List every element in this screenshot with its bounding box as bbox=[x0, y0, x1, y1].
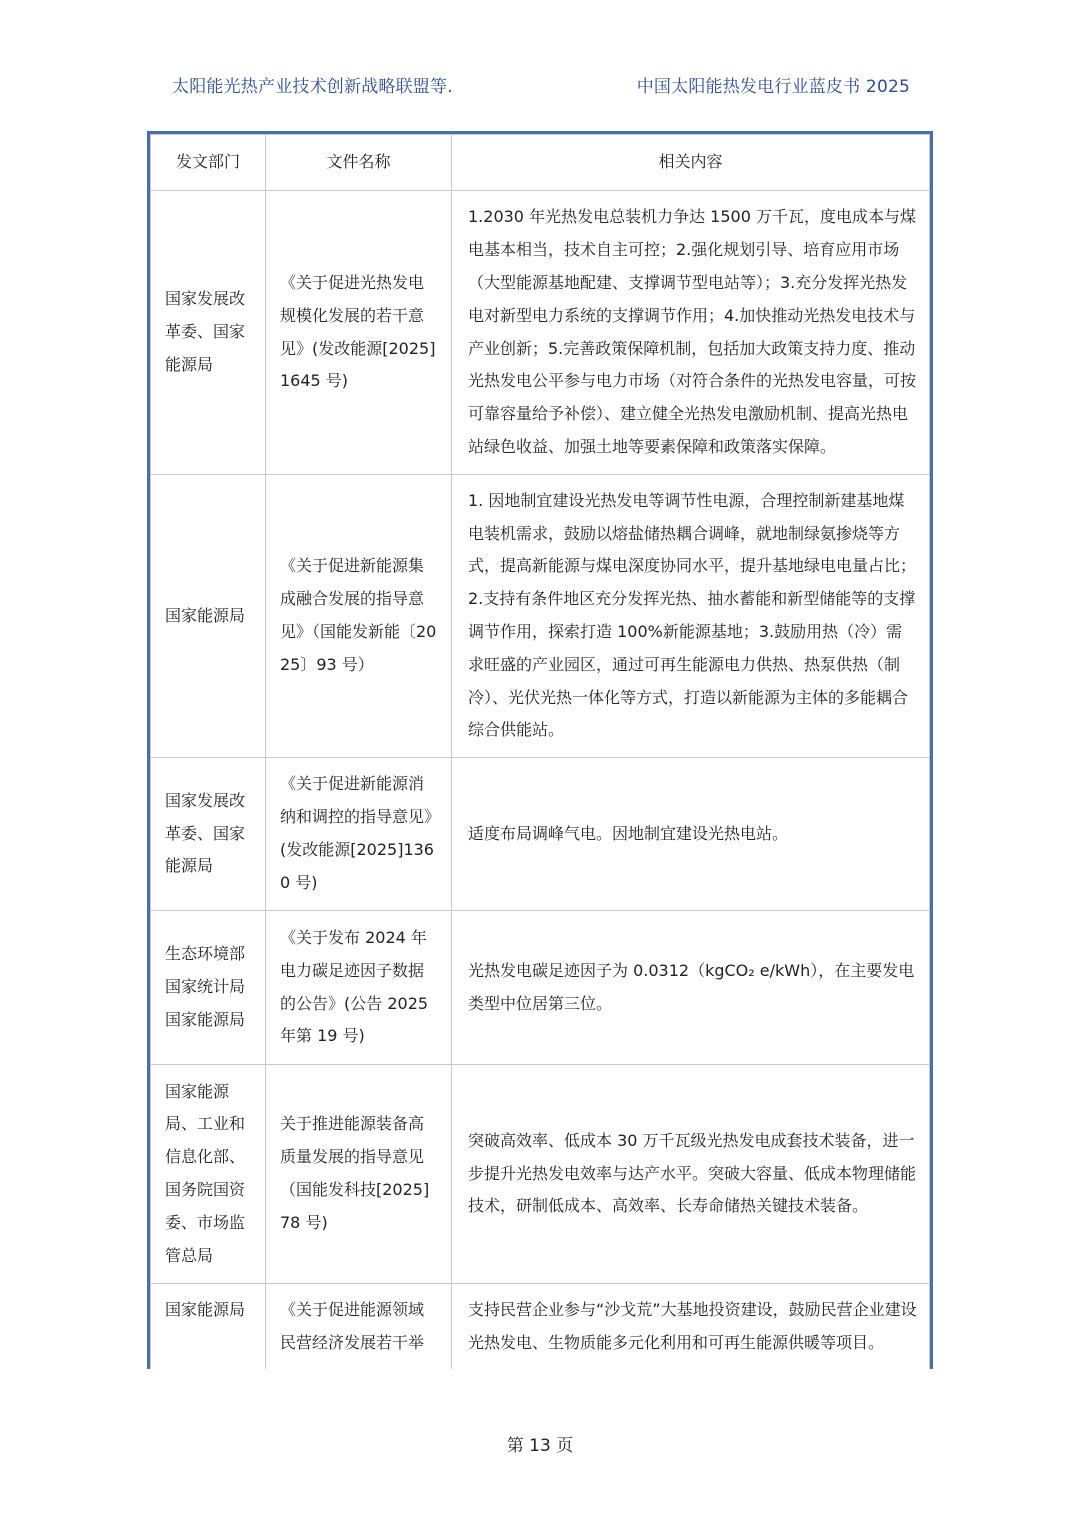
cell-content: 1. 因地制宜建设光热发电等调节性电源，合理控制新建基地煤电装机需求，鼓励以熔盐储热耦合调峰，就地制绿氨掺烧等方式，提高新能源与煤电深度协同水平，提升基地绿电电量占比；2.支持有条件地区充分发挥光热、抽水蓄能和新型储能等的支撑调节作用，探索打造 100%新能源基地；3.鼓励用热（冷）需求旺盛的产业园区，通过可再生能源电力供热、热泵供热（制冷）、光伏光热一体化等方式，打造以新能源为主体的多能耦合综合供能站。 bbox=[452, 475, 930, 758]
column-header-department: 发文部门 bbox=[151, 135, 266, 191]
cell-department: 国家发展改革委、国家能源局 bbox=[151, 758, 266, 911]
table-row bbox=[151, 191, 930, 475]
table-row bbox=[151, 1065, 930, 1284]
table-row bbox=[151, 475, 930, 758]
cell-content: 1.2030 年光热发电总装机力争达 1500 万千瓦，度电成本与煤电基本相当，技术自主可控；2.强化规划引导、培育应用市场（大型能源基地配建、支撑调节型电站等）；3.充分发挥光热发电对新型电力系统的支撑调节作用；4.加快推动光热发电技术与产业创新；5.完善政策保障机制，包括加大政策支持力度、推动光热发电公平参与电力市场（对符合条件的光热发电容量，可按可靠容量给予补偿）、建立健全光热发电激励机制、提高光热电站绿色收益、加强土地等要素保障和政策落实保障。 bbox=[452, 191, 930, 475]
cell-document: 《关于发布 2024 年电力碳足迹因子数据的公告》(公告 2025 年第 19 号) bbox=[266, 911, 452, 1065]
table-row bbox=[151, 758, 930, 911]
column-header-content: 相关内容 bbox=[452, 135, 930, 191]
header-left-title: 太阳能光热产业技术创新战略联盟等. bbox=[172, 77, 453, 97]
policy-table bbox=[147, 131, 933, 1369]
cell-content: 适度布局调峰气电。因地制宜建设光热电站。 bbox=[452, 758, 930, 911]
cell-content: 光热发电碳足迹因子为 0.0312（kgCO₂ e/kWh），在主要发电类型中位居第三位。 bbox=[452, 911, 930, 1065]
header-right-title: 中国太阳能热发电行业蓝皮书 2025 bbox=[636, 77, 910, 97]
cell-department: 国家能源局、工业和信息化部、国务院国资委、市场监管总局 bbox=[151, 1065, 266, 1284]
table-header-row bbox=[151, 135, 930, 191]
cell-content: 突破高效率、低成本 30 万千瓦级光热发电成套技术装备，进一步提升光热发电效率与达产水平。突破大容量、低成本物理储能技术，研制低成本、高效率、长寿命储热关键技术装备。 bbox=[452, 1065, 930, 1284]
cell-document: 关于推进能源装备高质量发展的指导意见（国能发科技[2025]78 号) bbox=[266, 1065, 452, 1284]
cell-content: 支持民营企业参与“沙戈荒”大基地投资建设，鼓励民营企业建设光热发电、生物质能多元化利用和可再生能源供暖等项目。 bbox=[452, 1284, 930, 1370]
table-row bbox=[151, 1284, 930, 1370]
page-number: 第 13 页 bbox=[506, 1436, 574, 1456]
cell-department: 国家能源局 bbox=[151, 475, 266, 758]
cell-department: 国家能源局 bbox=[151, 1284, 266, 1370]
cell-department: 国家发展改革委、国家能源局 bbox=[151, 191, 266, 475]
cell-document: 《关于促进新能源集成融合发展的指导意见》（国能发新能〔2025〕93 号） bbox=[266, 475, 452, 758]
cell-document: 《关于促进能源领域民营经济发展若干举 bbox=[266, 1284, 452, 1370]
cell-document: 《关于促进光热发电规模化发展的若干意见》(发改能源[2025]1645 号) bbox=[266, 191, 452, 475]
cell-department: 生态环境部 国家统计局 国家能源局 bbox=[151, 911, 266, 1065]
table-row bbox=[151, 911, 930, 1065]
cell-document: 《关于促进新能源消纳和调控的指导意见》(发改能源[2025]1360 号) bbox=[266, 758, 452, 911]
column-header-document: 文件名称 bbox=[266, 135, 452, 191]
